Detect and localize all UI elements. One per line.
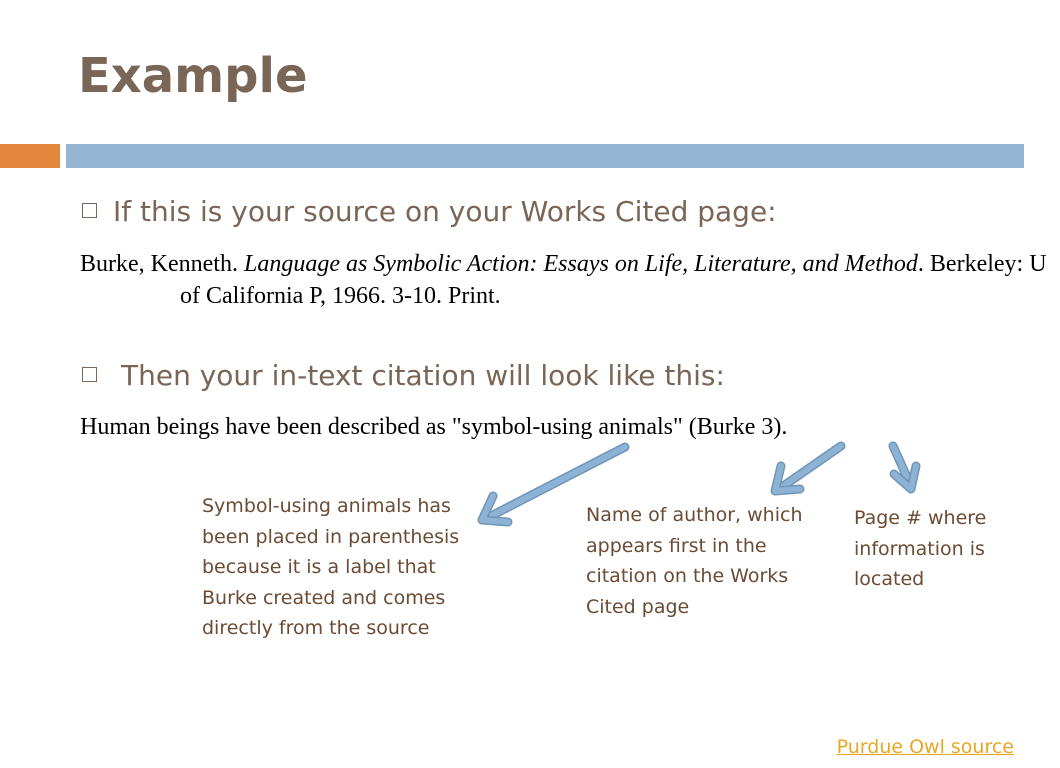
quote-annotation: Symbol-using animals has been placed in parenthesis because it is a label that Burke created and comes directly from the source [202,495,460,639]
author-annotation: Name of author, which appears first in the citation on the Works Cited page [586,504,803,618]
arrow-to-author-icon [775,446,841,491]
bullet-square-icon [82,203,97,218]
example-sentence: Human beings have been described as "symbol-using animals" (Burke 3). [80,414,788,440]
bullet-works-cited [82,195,777,228]
bullet-in-text-citation [82,359,725,392]
bullet-text: Then your in-text citation will look like this: [121,359,725,392]
page-annotation: Page # where information is located [854,507,987,590]
citation-author: Burke, Kenneth. [80,251,244,277]
citation-publication: . Berkeley: U of California P, 1966. 3-10. Print. [180,251,1047,309]
title-divider-bar [66,144,1024,168]
title-accent-bar [0,144,60,168]
purdue-owl-source-link[interactable]: Purdue Owl source [836,736,1014,758]
bullet-square-icon [82,367,97,382]
citation-title: Language as Symbolic Action: Essays on Life, Literature, and Method [243,251,918,277]
bullet-text: If this is your source on your Works Cited page: [113,195,777,228]
slide-title: Example [78,48,308,104]
works-cited-entry [80,248,1060,312]
arrow-to-page-icon [893,446,916,489]
